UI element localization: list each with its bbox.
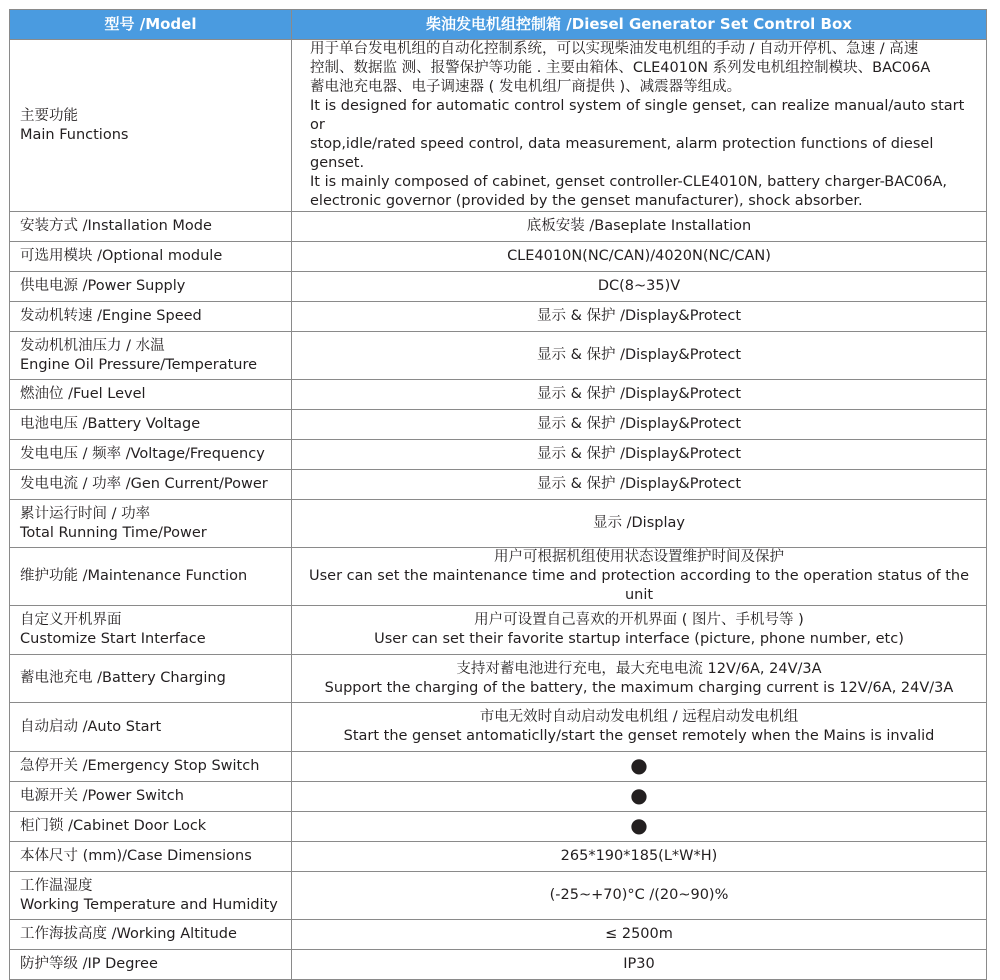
spec-value [292, 212, 987, 242]
spec-label-line: 发动机机油压力 / 水温 [20, 337, 165, 354]
main-functions-line: It is designed for automatic control system of single genset, can realize manual/auto start or [310, 98, 965, 133]
header-product: 柴油发电机组控制箱 /Diesel Generator Set Control Box [292, 10, 987, 40]
spec-value-line: 显示 & 保护 /Display&Protect [536, 476, 742, 492]
table-row [10, 380, 987, 410]
spec-value-line: DC(8~35)V [597, 278, 681, 294]
spec-label-line: 工作温湿度 [20, 877, 93, 894]
spec-value [292, 842, 987, 872]
spec-label-line: 电池电压 /Battery Voltage [20, 416, 201, 432]
spec-value [292, 606, 987, 655]
spec-label-line: Engine Oil Pressure/Temperature [20, 356, 258, 373]
spec-value [292, 950, 987, 980]
spec-value [292, 272, 987, 302]
spec-value [292, 470, 987, 500]
table-row [10, 212, 987, 242]
spec-label-line: 柜门锁 /Cabinet Door Lock [20, 818, 207, 834]
main-functions-line: 控制、数据监 测、报警保护等功能 . 主要由箱体、CLE4010N 系列发电机组控制模块、BAC06A [310, 60, 931, 76]
spec-value-line: 265*190*185(L*W*H) [560, 848, 718, 864]
spec-label [10, 212, 292, 242]
spec-label-line: 自定义开机界面 [20, 612, 122, 628]
spec-label [10, 703, 292, 752]
spec-value-line: 显示 & 保护 /Display&Protect [536, 308, 742, 324]
spec-label [10, 842, 292, 872]
spec-label [10, 548, 292, 606]
spec-value-line: 支持对蓄电池进行充电，最大充电电流 12V/6A, 24V/3A [456, 660, 822, 677]
spec-value-line: 显示 & 保护 /Display&Protect [536, 416, 742, 432]
spec-label [10, 440, 292, 470]
spec-label [10, 470, 292, 500]
spec-value [292, 548, 987, 606]
spec-label [10, 332, 292, 380]
spec-value-line: IP30 [623, 956, 655, 972]
feature-included-cell [292, 812, 987, 842]
label-main-functions [10, 40, 292, 212]
table-row [10, 920, 987, 950]
spec-label-line: 可选用模块 /Optional module [20, 248, 223, 264]
main-functions-line: 用于单台发电机组的自动化控制系统，可以实现柴油发电机组的手动 / 自动开停机、急速 / 高速 [310, 41, 919, 57]
spec-value-line: User can set the maintenance time and protection according to the operation status of the unit [308, 568, 970, 603]
spec-value-line: 显示 & 保护 /Display&Protect [536, 347, 742, 363]
main-functions-line: It is mainly composed of cabinet, genset controller-CLE4010N, battery charger-BAC06A, [310, 174, 948, 190]
spec-label [10, 920, 292, 950]
spec-value [292, 242, 987, 272]
spec-label-line: 累计运行时间 / 功率 [20, 505, 151, 522]
spec-label-line: 燃油位 /Fuel Level [20, 386, 146, 402]
feature-included-cell [292, 752, 987, 782]
main-functions-line: stop,idle/rated speed control, data measurement, alarm protection functions of diesel genset. [310, 136, 934, 171]
spec-value-line: CLE4010N(NC/CAN)/4020N(NC/CAN) [507, 248, 771, 264]
spec-label-line: Total Running Time/Power [20, 524, 207, 541]
spec-value-line: Start the genset antomaticlly/start the genset remotely when the Mains is invalid [343, 728, 935, 744]
spec-label-line: Customize Start Interface [20, 631, 206, 647]
table-row [10, 752, 987, 782]
spec-value [292, 302, 987, 332]
table-row [10, 950, 987, 980]
spec-label-line: 自动启动 /Auto Start [20, 718, 162, 735]
spec-label-line: 本体尺寸 (mm)/Case Dimensions [20, 848, 252, 864]
spec-label [10, 606, 292, 655]
table-row [10, 655, 987, 703]
table-row [10, 242, 987, 272]
table-row [10, 302, 987, 332]
spec-label-line: 发电电流 / 功率 /Gen Current/Power [20, 476, 268, 492]
table-row [10, 812, 987, 842]
header-row [10, 10, 987, 40]
spec-value [292, 410, 987, 440]
table-row [10, 872, 987, 920]
main-functions-line: electronic governor (provided by the genset manufacturer), shock absorber. [310, 193, 863, 209]
table-row [10, 548, 987, 606]
spec-label [10, 812, 292, 842]
spec-label-line: 防护等级 /IP Degree [20, 956, 158, 972]
spec-label-line: Working Temperature and Humidity [20, 896, 278, 913]
table-row [10, 703, 987, 752]
table-row [10, 440, 987, 470]
spec-label [10, 500, 292, 548]
spec-value [292, 872, 987, 920]
spec-table [9, 9, 987, 980]
spec-label [10, 872, 292, 920]
table-row [10, 410, 987, 440]
spec-value-line: Support the charging of the battery, the maximum charging current is 12V/6A, 24V/3A [324, 679, 954, 696]
spec-label-line: 发动机转速 /Engine Speed [20, 308, 202, 324]
spec-label [10, 782, 292, 812]
spec-label-line: 电源开关 /Power Switch [20, 788, 184, 804]
spec-label [10, 655, 292, 703]
spec-label-line: 蓄电池充电 /Battery Charging [20, 670, 226, 686]
spec-label [10, 380, 292, 410]
label-main-functions-en: Main Functions [20, 126, 129, 143]
value-main-functions [292, 40, 987, 212]
table-row [10, 500, 987, 548]
spec-label-line: 发电电压 / 频率 /Voltage/Frequency [20, 446, 265, 462]
spec-value [292, 500, 987, 548]
spec-value-line: (-25~+70)°C /(20~90)% [549, 887, 729, 903]
spec-label-line: 安装方式 /Installation Mode [20, 218, 212, 234]
spec-label-line: 急停开关 /Emergency Stop Switch [20, 758, 260, 774]
spec-value-line: 显示 & 保护 /Display&Protect [536, 386, 742, 402]
spec-label [10, 242, 292, 272]
spec-label-line: 工作海拔高度 /Working Altitude [20, 926, 237, 942]
spec-value [292, 920, 987, 950]
feature-included-cell [292, 782, 987, 812]
spec-value [292, 703, 987, 752]
spec-label [10, 302, 292, 332]
spec-value-line: 用户可根据机组使用状态设置维护时间及保护 [494, 549, 784, 565]
spec-label-line: 供电电源 /Power Supply [20, 278, 186, 294]
spec-value [292, 380, 987, 410]
row-main-functions [10, 40, 987, 212]
spec-value [292, 332, 987, 380]
filled-circle-icon: ● [630, 812, 648, 837]
spec-value-line: 底板安装 /Baseplate Installation [526, 218, 752, 234]
table-row [10, 782, 987, 812]
spec-value [292, 440, 987, 470]
main-functions-line: 蓄电池充电器、电子调速器 ( 发电机组厂商提供 )、减震器等组成。 [310, 79, 742, 95]
spec-label [10, 752, 292, 782]
spec-value-line: 市电无效时自动启动发电机组 / 远程启动发电机组 [479, 709, 799, 725]
spec-label [10, 410, 292, 440]
spec-value-line: 显示 /Display [593, 515, 685, 531]
table-row [10, 332, 987, 380]
spec-label [10, 272, 292, 302]
filled-circle-icon: ● [630, 752, 648, 777]
filled-circle-icon: ● [630, 782, 648, 807]
table-row [10, 842, 987, 872]
table-row [10, 606, 987, 655]
header-model: 型号 /Model [10, 10, 292, 40]
spec-value-line: ≤ 2500m [605, 926, 673, 942]
table-row [10, 470, 987, 500]
table-row [10, 272, 987, 302]
spec-value-line: 用户可设置自己喜欢的开机界面 ( 图片、手机号等 ) [474, 612, 804, 628]
spec-value-line: 显示 & 保护 /Display&Protect [536, 446, 742, 462]
spec-label [10, 950, 292, 980]
label-main-functions-cn: 主要功能 [20, 107, 78, 124]
spec-value-line: User can set their favorite startup interface (picture, phone number, etc) [374, 631, 904, 647]
spec-label-line: 维护功能 /Maintenance Function [20, 568, 248, 584]
spec-value [292, 655, 987, 703]
